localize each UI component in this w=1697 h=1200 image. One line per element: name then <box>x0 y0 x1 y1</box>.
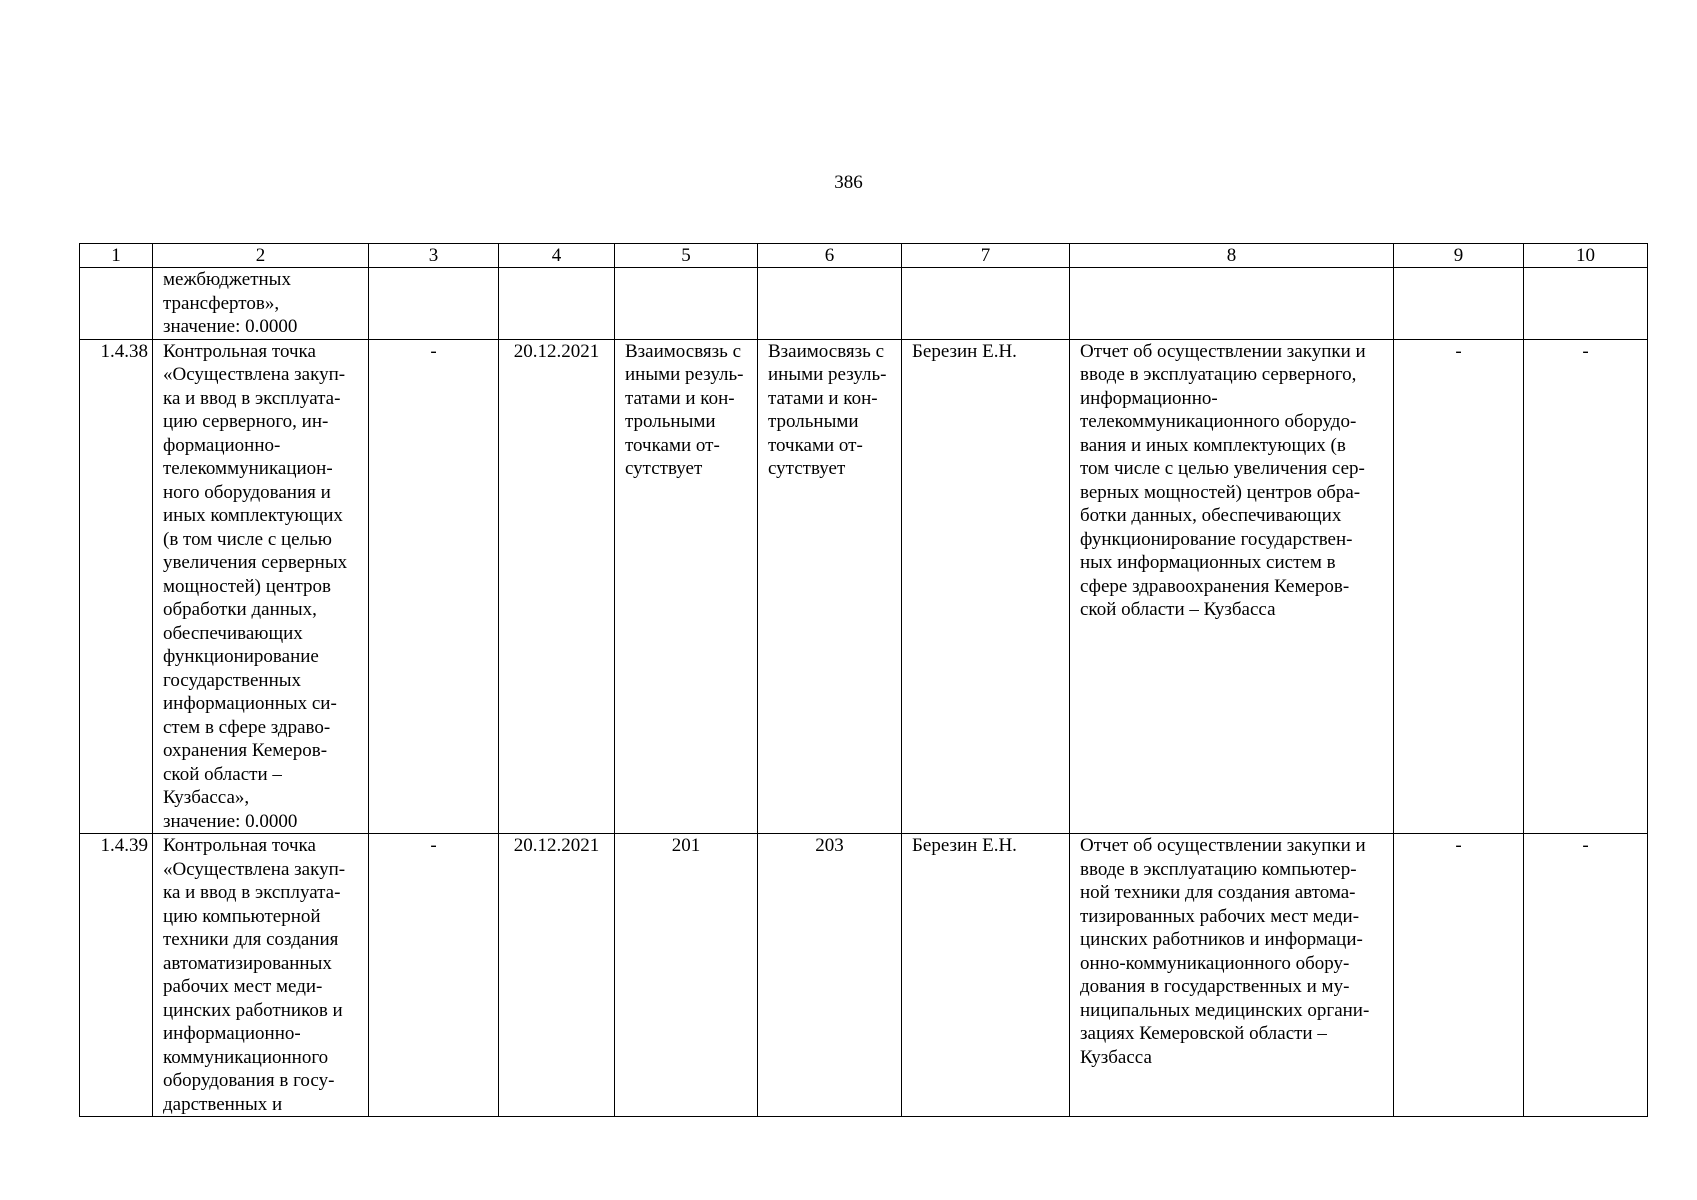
column-header-6: 6 <box>758 244 902 268</box>
control-point-cell: Контрольная точка «Осуществлена закуп- ка и ввод в эксплуата- цию компьютерной техники для создания автоматизированных рабочих мест меди- цинских работников и информационно- коммуникационного оборудования в госу- дарственных и <box>153 834 369 1117</box>
cell-col3: - <box>369 339 499 834</box>
responsible-cell <box>902 268 1070 340</box>
control-point-cell: межбюджетных трансфертов», значение: 0.0000 <box>153 268 369 340</box>
row-number-cell <box>80 268 153 340</box>
column-header-8: 8 <box>1070 244 1394 268</box>
responsible-cell: Березин Е.Н. <box>902 834 1070 1117</box>
table-row <box>80 834 1648 1117</box>
column-header-5: 5 <box>615 244 758 268</box>
date-cell: 20.12.2021 <box>499 339 615 834</box>
cell-col3 <box>369 268 499 340</box>
table-row <box>80 339 1648 834</box>
cell-col9: - <box>1394 834 1524 1117</box>
control-point-cell: Контрольная точка «Осуществлена закуп- ка и ввод в эксплуата- цию серверного, ин- формационно- телекоммуникацион- ного оборудования и иных комплектующих (в том числе с целью увеличения серверных мощностей) центров обработки данных, обеспечивающих функционирование государственных информационных си- стем в сфере здраво- охранения Кемеров- ской области – Кузбасса», значение: 0.0000 <box>153 339 369 834</box>
row-number-cell: 1.4.38 <box>80 339 153 834</box>
column-header-4: 4 <box>499 244 615 268</box>
date-cell <box>499 268 615 340</box>
cell-col10 <box>1524 268 1648 340</box>
cell-col9: - <box>1394 339 1524 834</box>
header-row <box>80 244 1648 268</box>
relation-cell-2: 203 <box>758 834 902 1117</box>
page-number: 386 <box>834 172 863 193</box>
column-header-3: 3 <box>369 244 499 268</box>
row-number-cell: 1.4.39 <box>80 834 153 1117</box>
date-cell: 20.12.2021 <box>499 834 615 1117</box>
report-cell: Отчет об осуществлении закупки и вводе в эксплуатацию компьютер- ной техники для создания автома- тизированных рабочих мест меди- цинских работников и информаци- онно-коммуникационного обору- дования в государственных и му- ниципальных медицинских органи- зациях Кемеровской области – Кузбасса <box>1070 834 1394 1117</box>
column-header-2: 2 <box>153 244 369 268</box>
relation-cell <box>615 268 758 340</box>
cell-col3: - <box>369 834 499 1117</box>
responsible-cell: Березин Е.Н. <box>902 339 1070 834</box>
column-header-9: 9 <box>1394 244 1524 268</box>
document-table <box>79 243 1648 1117</box>
column-header-1: 1 <box>80 244 153 268</box>
relation-cell-2: Взаимосвязь с иными резуль- татами и кон- трольными точками от- сутствует <box>758 339 902 834</box>
report-cell <box>1070 268 1394 340</box>
cell-col10: - <box>1524 339 1648 834</box>
relation-cell: Взаимосвязь с иными резуль- татами и кон- трольными точками от- сутствует <box>615 339 758 834</box>
table-row <box>80 268 1648 340</box>
cell-col10: - <box>1524 834 1648 1117</box>
report-cell: Отчет об осуществлении закупки и вводе в эксплуатацию серверного, информационно- телекоммуникационного оборудо- вания и иных комплектующих (в том числе с целью увеличения сер- верных мощностей) центров обра- ботки данных, обеспечивающих функционирование государствен- ных информационных систем в сфере здравоохранения Кемеров- ской области – Кузбасса <box>1070 339 1394 834</box>
relation-cell-2 <box>758 268 902 340</box>
relation-cell: 201 <box>615 834 758 1117</box>
column-header-7: 7 <box>902 244 1070 268</box>
column-header-10: 10 <box>1524 244 1648 268</box>
cell-col9 <box>1394 268 1524 340</box>
